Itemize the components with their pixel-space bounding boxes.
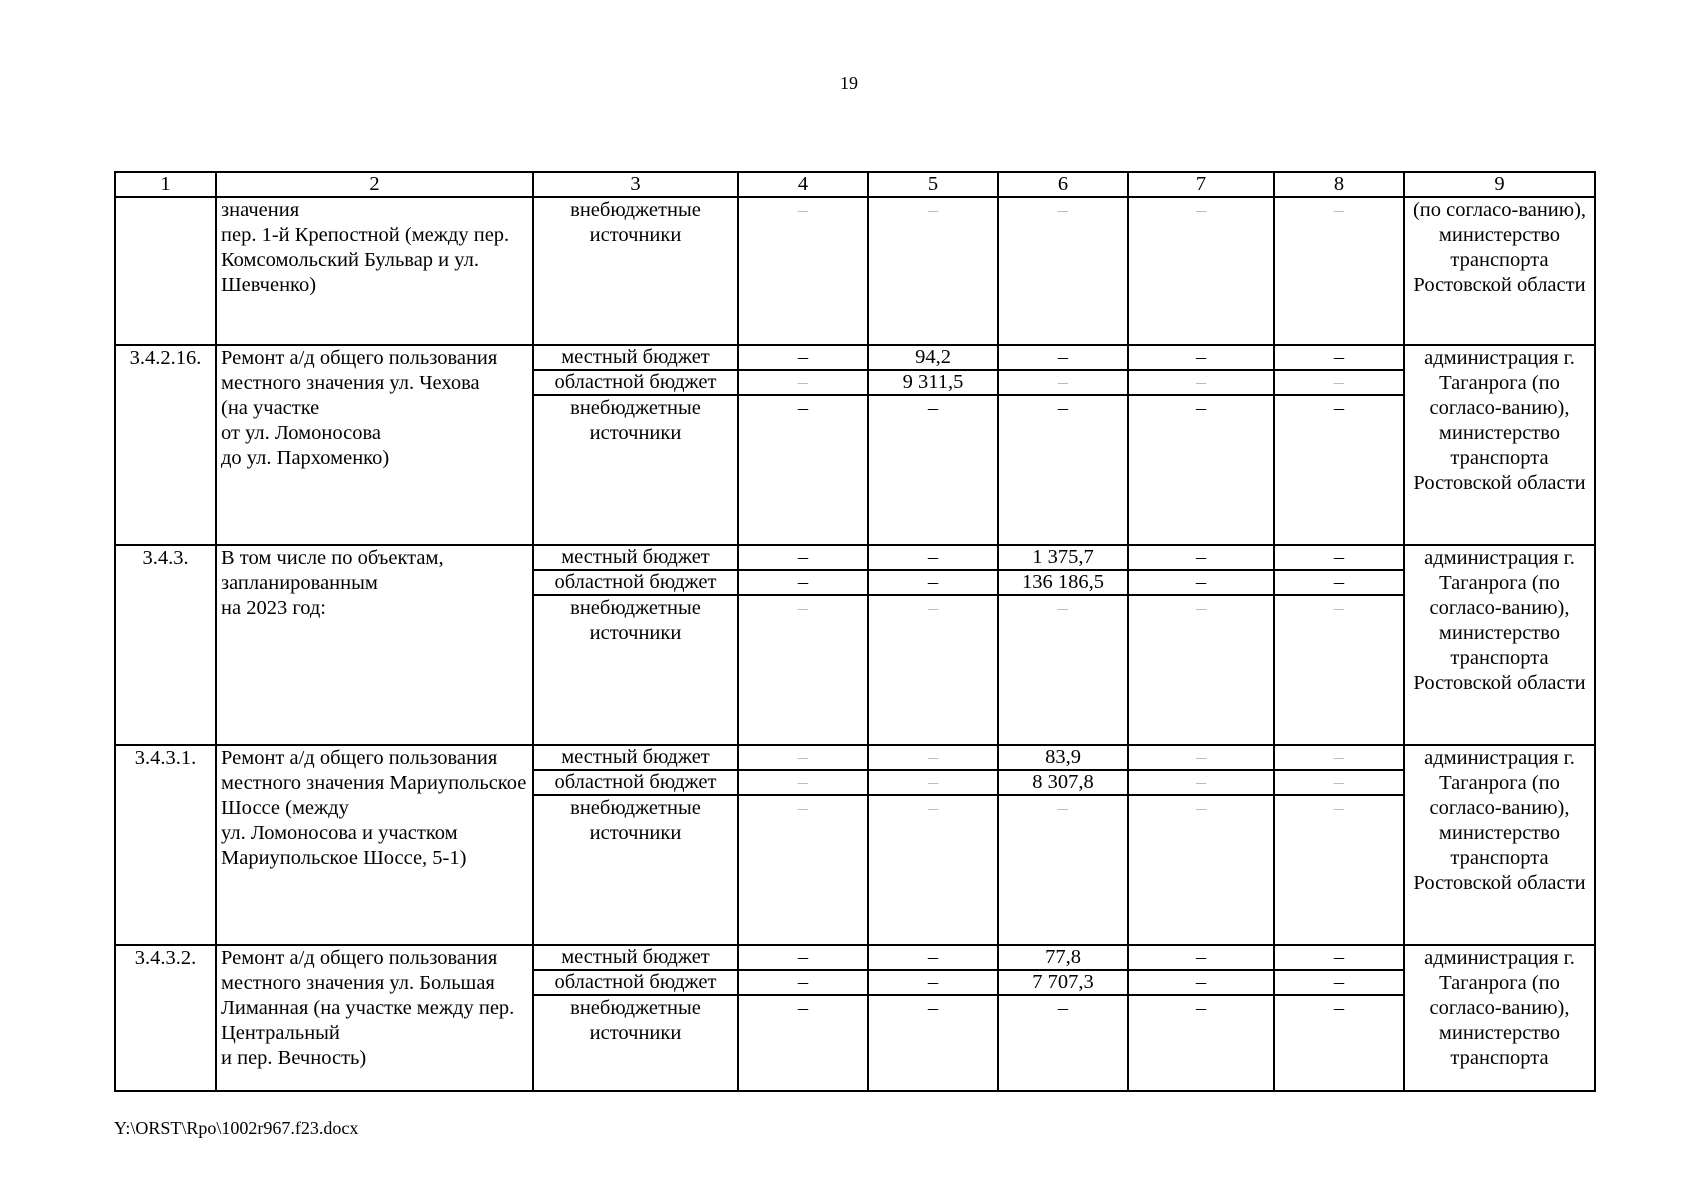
value-cell: – <box>1128 197 1274 345</box>
funding-source-cell: местный бюджет <box>533 745 738 770</box>
item-number-cell: 3.4.2.16. <box>115 345 216 545</box>
value-cell: – <box>868 945 998 970</box>
value-cell: 94,2 <box>868 345 998 370</box>
column-header: 8 <box>1274 172 1404 197</box>
footer-file-path: Y:\ORST\Rpo\1002r967.f23.docx <box>114 1118 359 1138</box>
value-cell: – <box>1274 370 1404 395</box>
value-cell: – <box>1274 945 1404 970</box>
value-cell: – <box>738 595 868 745</box>
value-cell: – <box>1274 770 1404 795</box>
value-cell: – <box>998 395 1128 545</box>
item-name-cell: В том числе по объектам, запланированным на 2023 год: <box>216 545 533 745</box>
value-cell: – <box>1274 995 1404 1091</box>
value-cell: – <box>868 795 998 945</box>
value-cell: 8 307,8 <box>998 770 1128 795</box>
value-cell: – <box>998 370 1128 395</box>
item-number-cell <box>115 197 216 345</box>
value-cell: – <box>998 795 1128 945</box>
value-cell: – <box>1274 570 1404 595</box>
funding-source-cell: местный бюджет <box>533 545 738 570</box>
column-header: 9 <box>1404 172 1595 197</box>
responsible-cell: (по согласо-ванию), министерство транспорта Ростовской области <box>1404 197 1595 345</box>
page-number: 19 <box>840 73 858 93</box>
value-cell: – <box>1128 370 1274 395</box>
value-cell: – <box>1128 745 1274 770</box>
value-cell: 83,9 <box>998 745 1128 770</box>
column-header: 2 <box>216 172 533 197</box>
value-cell: – <box>738 395 868 545</box>
value-cell: – <box>738 197 868 345</box>
column-header: 7 <box>1128 172 1274 197</box>
value-cell: – <box>1128 570 1274 595</box>
value-cell: – <box>1128 395 1274 545</box>
item-number-cell: 3.4.3.1. <box>115 745 216 945</box>
column-numbers-row <box>115 172 1595 197</box>
funding-source-cell: областной бюджет <box>533 970 738 995</box>
value-cell: – <box>998 995 1128 1091</box>
responsible-cell: администрация г. Таганрога (по согласо-ванию), министерство транспорта Ростовской области <box>1404 745 1595 945</box>
column-header: 1 <box>115 172 216 197</box>
item-number-cell: 3.4.3.2. <box>115 945 216 1091</box>
value-cell: – <box>1274 395 1404 545</box>
value-cell: – <box>1128 945 1274 970</box>
value-cell: – <box>738 995 868 1091</box>
value-cell: – <box>1274 545 1404 570</box>
value-cell: – <box>868 595 998 745</box>
funding-source-cell: областной бюджет <box>533 370 738 395</box>
value-cell: 1 375,7 <box>998 545 1128 570</box>
item-number-cell: 3.4.3. <box>115 545 216 745</box>
value-cell: – <box>998 197 1128 345</box>
value-cell: – <box>738 795 868 945</box>
column-header: 5 <box>868 172 998 197</box>
value-cell: – <box>998 595 1128 745</box>
value-cell: – <box>738 570 868 595</box>
value-cell: 136 186,5 <box>998 570 1128 595</box>
value-cell: – <box>1128 345 1274 370</box>
funding-source-cell: областной бюджет <box>533 770 738 795</box>
item-name-cell: значения пер. 1-й Крепостной (между пер. Комсомольский Бульвар и ул. Шевченко) <box>216 197 533 345</box>
column-header: 6 <box>998 172 1128 197</box>
value-cell: – <box>868 970 998 995</box>
budget-table <box>114 171 1596 1092</box>
value-cell: – <box>738 545 868 570</box>
value-cell: – <box>738 370 868 395</box>
value-cell: – <box>1128 545 1274 570</box>
table-row <box>115 345 1595 370</box>
value-cell: – <box>1274 970 1404 995</box>
value-cell: – <box>738 745 868 770</box>
column-header: 4 <box>738 172 868 197</box>
funding-source-cell: областной бюджет <box>533 570 738 595</box>
item-name-cell: Ремонт а/д общего пользования местного значения ул. Чехова (на участке от ул. Ломоносова до ул. Пархоменко) <box>216 345 533 545</box>
value-cell: – <box>1128 970 1274 995</box>
value-cell: 7 707,3 <box>998 970 1128 995</box>
value-cell: – <box>1274 595 1404 745</box>
table-row <box>115 545 1595 570</box>
responsible-cell: администрация г. Таганрога (по согласо-ванию), министерство транспорта <box>1404 945 1595 1091</box>
value-cell: – <box>868 545 998 570</box>
value-cell: – <box>868 395 998 545</box>
responsible-cell: администрация г. Таганрога (по согласо-ванию), министерство транспорта Ростовской области <box>1404 345 1595 545</box>
value-cell: – <box>738 345 868 370</box>
value-cell: – <box>868 745 998 770</box>
value-cell: – <box>1274 795 1404 945</box>
table-row <box>115 945 1595 970</box>
funding-source-cell: местный бюджет <box>533 345 738 370</box>
value-cell: – <box>1128 595 1274 745</box>
value-cell: – <box>868 570 998 595</box>
value-cell: 77,8 <box>998 945 1128 970</box>
funding-source-cell: внебюджетные источники <box>533 595 738 745</box>
value-cell: – <box>1128 770 1274 795</box>
value-cell: 9 311,5 <box>868 370 998 395</box>
value-cell: – <box>998 345 1128 370</box>
value-cell: – <box>1274 745 1404 770</box>
funding-source-cell: внебюджетные источники <box>533 395 738 545</box>
funding-source-cell: внебюджетные источники <box>533 795 738 945</box>
value-cell: – <box>1274 197 1404 345</box>
responsible-cell: администрация г. Таганрога (по согласо-ванию), министерство транспорта Ростовской области <box>1404 545 1595 745</box>
value-cell: – <box>738 770 868 795</box>
value-cell: – <box>738 945 868 970</box>
value-cell: – <box>1274 345 1404 370</box>
table-row <box>115 197 1595 345</box>
value-cell: – <box>868 197 998 345</box>
funding-source-cell: внебюджетные источники <box>533 995 738 1091</box>
value-cell: – <box>1128 995 1274 1091</box>
item-name-cell: Ремонт а/д общего пользования местного значения Мариупольское Шоссе (между ул. Ломоносова и участком Мариупольское Шоссе, 5-1) <box>216 745 533 945</box>
item-name-cell: Ремонт а/д общего пользования местного значения ул. Большая Лиманная (на участке между пер. Центральный и пер. Вечность) <box>216 945 533 1091</box>
value-cell: – <box>868 995 998 1091</box>
value-cell: – <box>868 770 998 795</box>
funding-source-cell: местный бюджет <box>533 945 738 970</box>
value-cell: – <box>1128 795 1274 945</box>
column-header: 3 <box>533 172 738 197</box>
value-cell: – <box>738 970 868 995</box>
funding-source-cell: внебюджетные источники <box>533 197 738 345</box>
table-row <box>115 745 1595 770</box>
